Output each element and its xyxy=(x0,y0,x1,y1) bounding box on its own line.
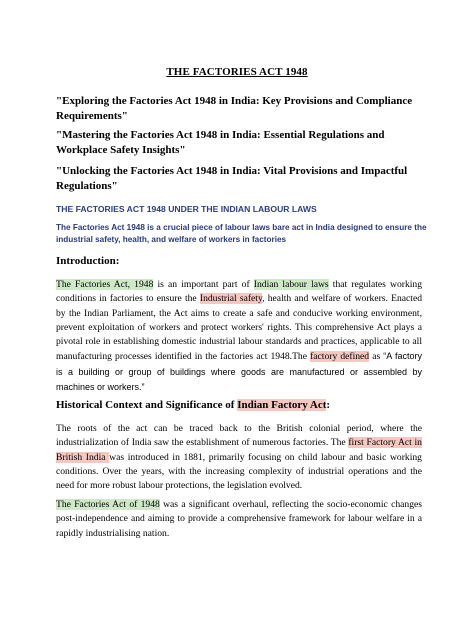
highlight-factories-act: The Factories Act, 1948 xyxy=(56,279,154,290)
highlight-factories-act-1948: The Factories Act of 1948 xyxy=(56,499,160,510)
history-heading-text: Historical Context and Significance of xyxy=(56,399,238,411)
introduction-paragraph xyxy=(56,278,422,395)
headline-3: "Unlocking the Factories Act 1948 in India: Vital Provisions and Impactful Regulations" xyxy=(56,165,408,192)
intro-text-3: , health and welfare of workers. Enacted by the Indian Parliament, the Act aims to create a safe and conducive working environment, prevent exploitation of workers and protect workers' rights. This comprehensive Act plays a pivotal role in establishing domestic industrial labour standards and practices, applicable to all manufacturing processes identified in the factories act 1948.The xyxy=(56,293,423,363)
highlight-indian-factory-act: Indian Factory Act xyxy=(237,399,327,411)
history-paragraph xyxy=(56,422,422,493)
highlight-industrial-safety: Industrial safety xyxy=(199,293,263,305)
history-text-2: was introduced in 1881, primarily focusing on child labour and basic working conditions. Over the years, with the increasing complexity of industrial operations and the need for more robust labour protections, the legislation evolved. xyxy=(56,451,422,492)
introduction-heading: Introduction: xyxy=(56,255,120,267)
highlight-first-factory-act: first Factory Act in British India xyxy=(56,437,422,463)
subheading: THE FACTORIES ACT 1948 UNDER THE INDIAN LABOUR LAWS xyxy=(56,204,317,214)
highlight-factory-defined: factory defined xyxy=(310,351,370,363)
intro-text-2: that regulates working conditions in factories to ensure the xyxy=(56,279,423,305)
intro-text-4: as xyxy=(369,351,384,363)
factory-definition-quote: “A factory is a building or group of buildings where goods are manufactured or assembled by machines or workers.” xyxy=(56,351,422,393)
intro-text-1: is an important part of xyxy=(153,279,254,290)
lead-paragraph: The Factories Act 1948 is a crucial piece of labour laws bare act in India designed to ensure the industrial safety, health, and welfare of workers in factories xyxy=(56,223,427,244)
history-text-1: The roots of the act can be traced back to the British colonial period, where the industrialization of India saw the establishment of numerous factories. The xyxy=(56,423,422,449)
overhaul-text: was a significant overhaul, reflecting the socio-economic changes post-independence and aiming to provide a comprehensive framework for labour welfare in a rapidly industrialising nation. xyxy=(56,499,422,539)
document-title: THE FACTORIES ACT 1948 xyxy=(166,66,308,78)
history-heading xyxy=(56,398,428,413)
history-heading-colon: : xyxy=(326,399,331,411)
highlight-indian-labour-laws: Indian labour laws xyxy=(253,279,329,290)
headline-1: "Exploring the Factories Act 1948 in India: Key Provisions and Compliance Requirements" xyxy=(56,95,413,122)
headline-2: "Mastering the Factories Act 1948 in India: Essential Regulations and Workplace Safety Insights" xyxy=(56,129,385,156)
overhaul-paragraph xyxy=(56,498,422,541)
